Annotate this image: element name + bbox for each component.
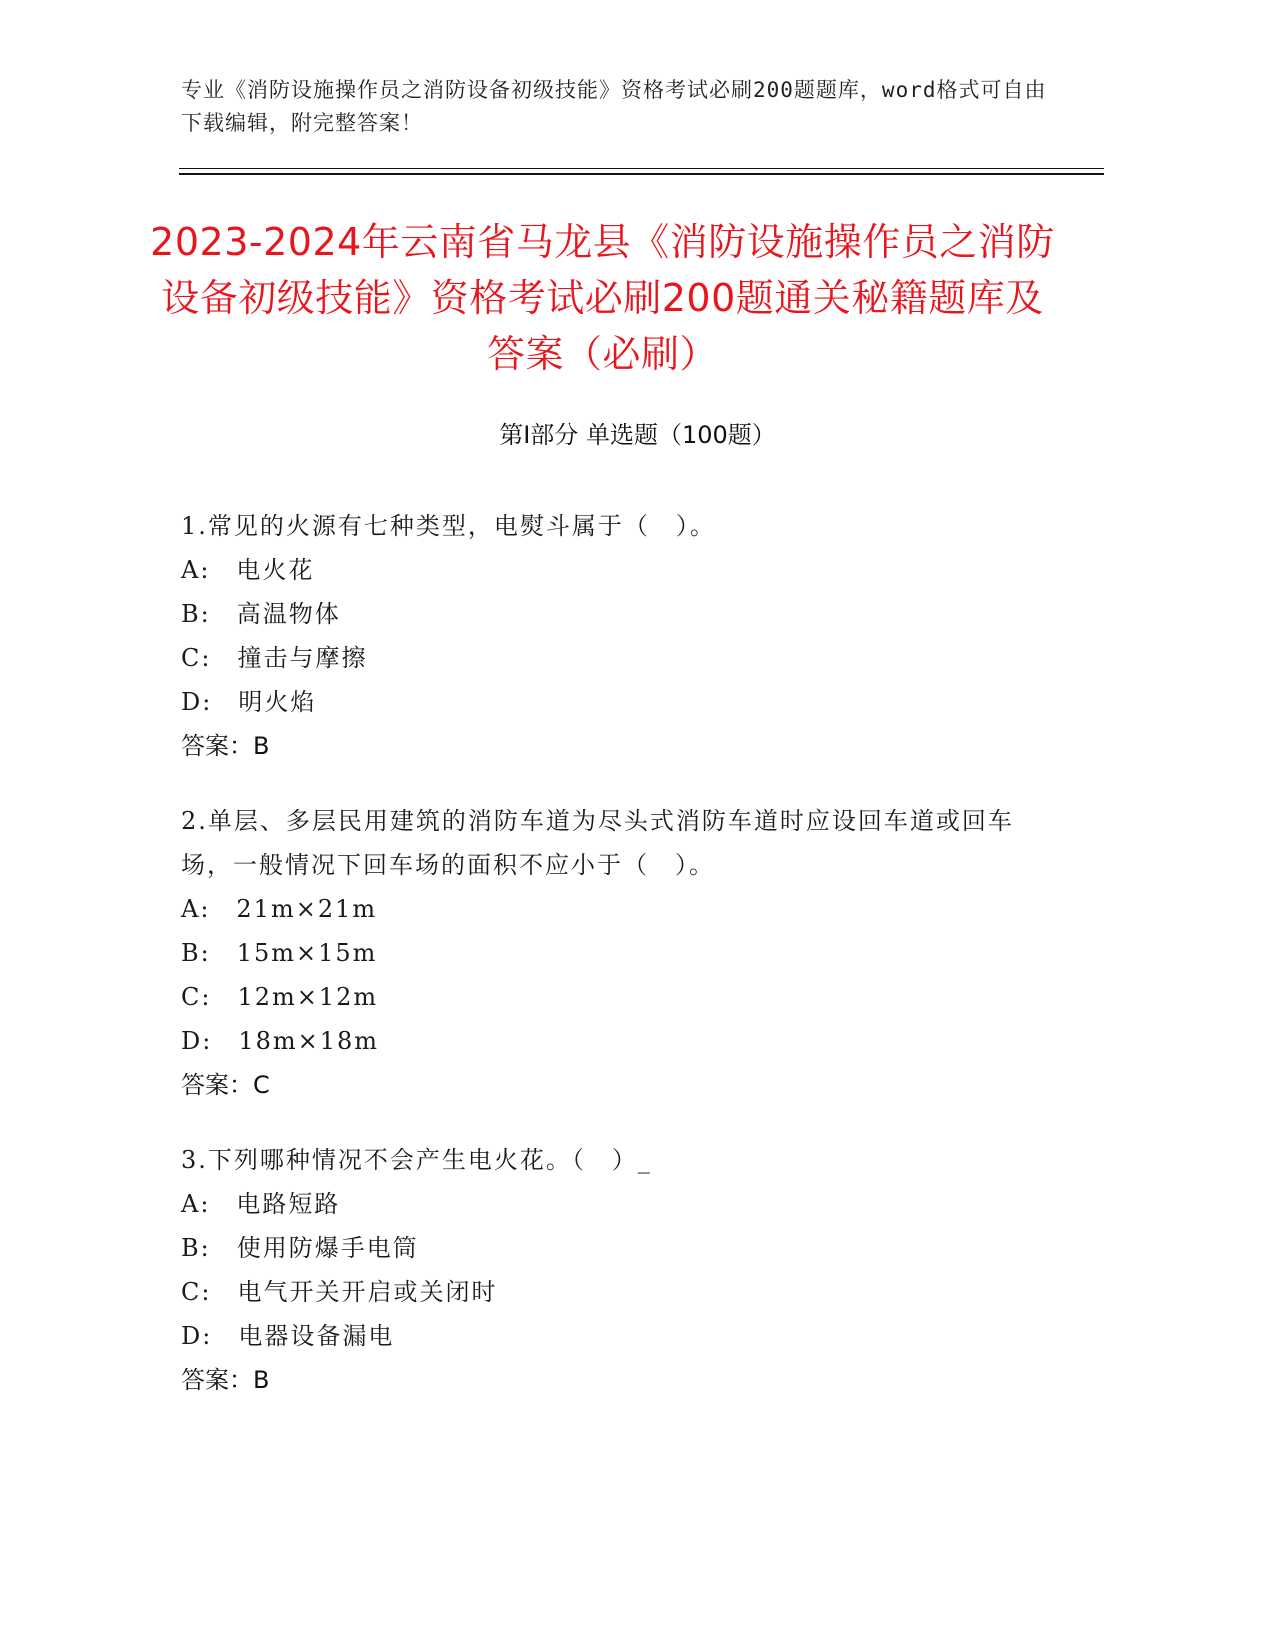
option-d: D: 明火焰: [181, 688, 317, 716]
question-2: [181, 799, 1041, 1107]
option-b: B: 使用防爆手电筒: [181, 1234, 419, 1262]
answer-line: 答案：B: [181, 732, 270, 760]
question-1: [181, 504, 1041, 768]
header-divider-thick: [179, 173, 1104, 175]
option-d: D: 电器设备漏电: [181, 1322, 395, 1350]
option-c: C: 12m×12m: [181, 983, 379, 1011]
answer-line: 答案：B: [181, 1366, 270, 1394]
header-divider-thin: [179, 168, 1104, 169]
option-b: B: 高温物体: [181, 600, 341, 628]
question-stem: 3.下列哪种情况不会产生电火花。（ ）_: [181, 1146, 652, 1174]
option-a: A: 电路短路: [181, 1190, 341, 1218]
question-stem: 1.常见的火源有七种类型，电熨斗属于（ ）。: [181, 512, 716, 540]
question-list: [181, 504, 1041, 1433]
header-note: 专业《消防设施操作员之消防设备初级技能》资格考试必刷200题题库，word格式可自由下载编辑，附完整答案！: [181, 78, 1047, 135]
question-stem: 2.单层、多层民用建筑的消防车道为尽头式消防车道时应设回车道或回车场，一般情况下回车场的面积不应小于（ ）。: [181, 807, 1014, 879]
question-3: [181, 1138, 1041, 1402]
option-c: C: 撞击与摩擦: [181, 644, 368, 672]
option-a: A: 21m×21m: [181, 895, 378, 923]
option-d: D: 18m×18m: [181, 1027, 380, 1055]
option-b: B: 15m×15m: [181, 939, 378, 967]
section-title: 第I部分 单选题（100题）: [499, 421, 776, 449]
document-title: 2023-2024年云南省马龙县《消防设施操作员之消防设备初级技能》资格考试必刷200题通关秘籍题库及答案（必刷）: [150, 220, 1055, 376]
answer-line: 答案：C: [181, 1071, 270, 1099]
option-a: A: 电火花: [181, 556, 315, 584]
option-c: C: 电气开关开启或关闭时: [181, 1278, 498, 1306]
